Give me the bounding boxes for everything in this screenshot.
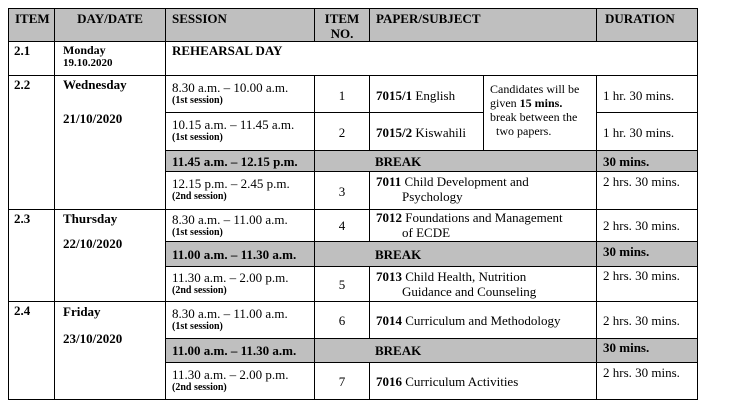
duration: 2 hrs. 30 mins. xyxy=(596,266,698,302)
header-session: SESSION xyxy=(165,8,315,42)
duration: 2 hrs. 30 mins. xyxy=(596,209,698,242)
session-time: 12.15 p.m. – 2.45 p.m. (2nd session) xyxy=(165,171,315,210)
item-no: 4 xyxy=(314,209,370,242)
item-no: 3 xyxy=(314,171,370,210)
paper-subject: 7013 Child Health, Nutrition Guidance and Counseling xyxy=(369,266,597,302)
duration: 1 hr. 30 mins. xyxy=(596,112,698,151)
item-2-2: 2.2 xyxy=(8,75,55,210)
break-item-no xyxy=(314,241,370,267)
day-2-2: Wednesday 21/10/2020 xyxy=(54,75,166,210)
session-time: 11.30 a.m. – 2.00 p.m. (2nd session) xyxy=(165,266,315,302)
session-time: 10.15 a.m. – 11.45 a.m. (1st session) xyxy=(165,112,315,151)
break-time: 11.45 a.m. – 12.15 p.m. xyxy=(165,150,315,172)
rehearsal-day: REHEARSAL DAY xyxy=(165,41,698,76)
paper-subject: 7011 Child Development and Psychology xyxy=(369,171,597,210)
session-time: 8.30 a.m. – 11.00 a.m. (1st session) xyxy=(165,209,315,242)
paper-subject: 7016 Curriculum Activities xyxy=(369,362,597,400)
duration: 2 hrs. 30 mins. xyxy=(596,301,698,339)
day-2-4: Friday 23/10/2020 xyxy=(54,301,166,400)
paper-subject: 7014 Curriculum and Methodology xyxy=(369,301,597,339)
break-label: BREAK xyxy=(369,338,597,363)
day-2-1: Monday 19.10.2020 xyxy=(54,41,166,76)
duration: 2 hrs. 30 mins. xyxy=(596,171,698,210)
break-time: 11.00 a.m. – 11.30 a.m. xyxy=(165,241,315,267)
item-no: 2 xyxy=(314,112,370,151)
break-item-no xyxy=(314,150,370,172)
paper-subject: 7012 Foundations and Management of ECDE xyxy=(369,209,597,242)
day-2-3: Thursday 22/10/2020 xyxy=(54,209,166,302)
item-no: 7 xyxy=(314,362,370,400)
session-time: 8.30 a.m. – 10.00 a.m. (1st session) xyxy=(165,75,315,113)
paper-subject: 7015/1 English xyxy=(369,75,484,113)
header-item-no: ITEM NO. xyxy=(314,8,370,42)
session-time: 11.30 a.m. – 2.00 p.m. (2nd session) xyxy=(165,362,315,400)
item-no: 1 xyxy=(314,75,370,113)
header-day-date: DAY/DATE xyxy=(54,8,166,42)
item-2-4: 2.4 xyxy=(8,301,55,400)
item-no: 6 xyxy=(314,301,370,339)
break-item-no xyxy=(314,338,370,363)
item-2-3: 2.3 xyxy=(8,209,55,302)
break-duration: 30 mins. xyxy=(596,241,698,267)
header-duration: DURATION xyxy=(596,8,698,42)
paper-subject: 7015/2 Kiswahili xyxy=(369,112,484,151)
break-note: Candidates will be given 15 mins. break between the two papers. xyxy=(483,75,597,146)
break-time: 11.00 a.m. – 11.30 a.m. xyxy=(165,338,315,363)
item-no: 5 xyxy=(314,266,370,302)
duration: 2 hrs. 30 mins. xyxy=(596,362,698,400)
break-duration: 30 mins. xyxy=(596,150,698,172)
session-time: 8.30 a.m. – 11.00 a.m. (1st session) xyxy=(165,301,315,339)
break-duration: 30 mins. xyxy=(596,338,698,363)
header-item: ITEM xyxy=(8,8,55,42)
header-paper-subject: PAPER/SUBJECT xyxy=(369,8,597,42)
break-label: BREAK xyxy=(369,150,597,172)
break-label: BREAK xyxy=(369,241,597,267)
item-2-1: 2.1 xyxy=(8,41,55,76)
duration: 1 hr. 30 mins. xyxy=(596,75,698,113)
